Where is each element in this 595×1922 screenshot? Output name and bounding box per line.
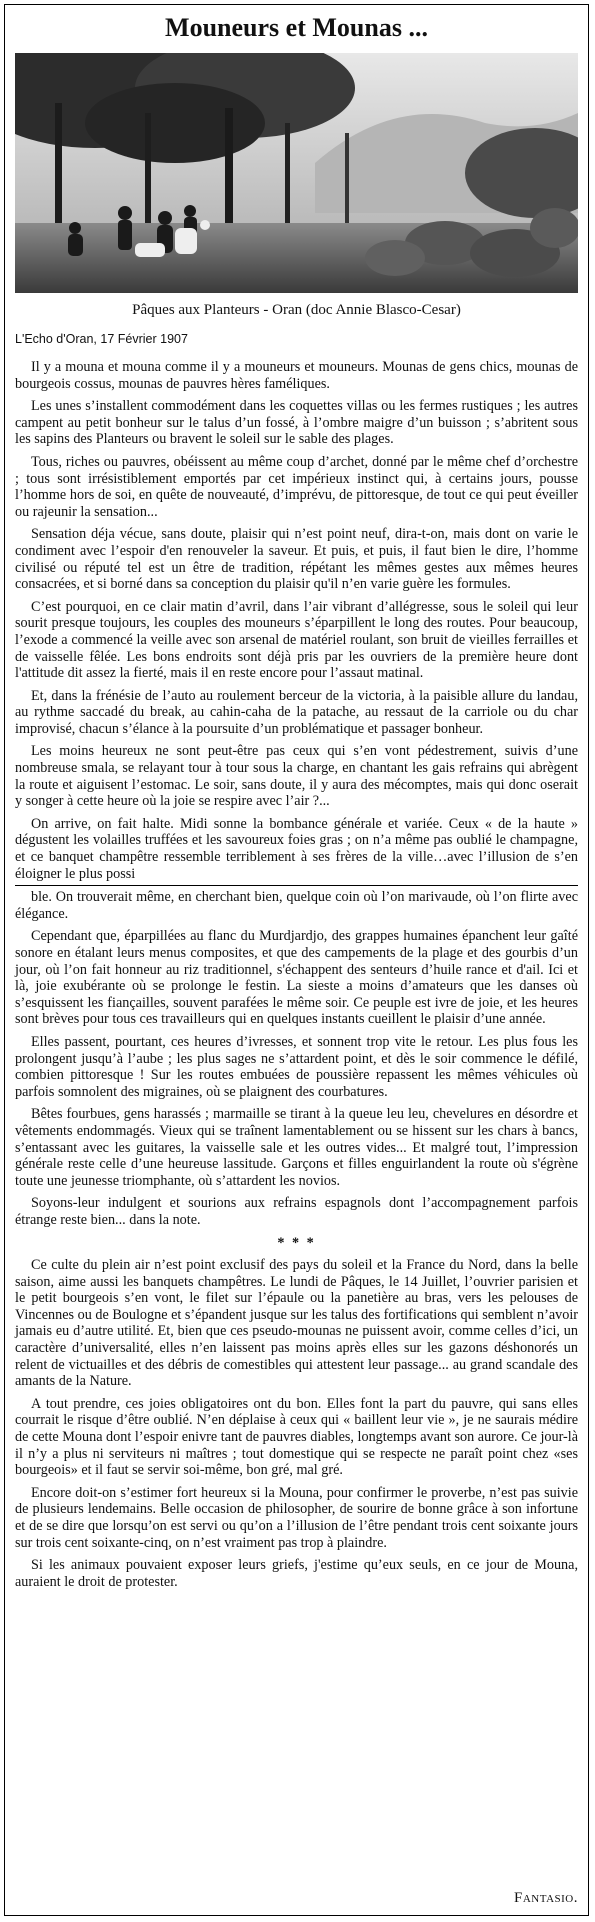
paragraph: C’est pourquoi, en ce clair matin d’avril, dans l’air vibrant d’allégresse, sous le soleil qui leur sourit presque toujours, les couples des mouneurs s’éparpillent le long des routes. Pour beaucoup, l’exode a commencé la veille avec son arsenal de matériel roulant, son bruit de vieilles ferrailles et de vaisselle fêlée. Les bons endroits sont déjà pris par les ouvriers de la première heure dont l'attitude dit assez la fierté, mais il en reste encore pour l’assaut matinal.	[15, 598, 578, 682]
paragraph: Il y a mouna et mouna comme il y a mouneurs et mouneurs. Mounas de gens chics, mounas de bourgeois cossus, mounas de pauvres hères faméliques.	[15, 359, 578, 392]
paragraph: A tout prendre, ces joies obligatoires ont du bon. Elles font la part du pauvre, qui sans elles courrait le risque d’être oublié. N’en déplaise à ceux qui « baillent leur vie », je ne saurais médire de cette Mouna dont l’espoir enivre tant de pauvres diables, longtemps avant son aurore. Ce jour-là il n’y a plus ni serviteurs ni maîtres ; tout domestique qui se respecte ne paraît point chez «ses bourgeois» et il faut se servir soi-même, bon gré, mal gré.	[15, 1395, 578, 1479]
article-body	[15, 359, 578, 1596]
paragraph: Les moins heureux ne sont peut-être pas ceux qui s’en vont pédestrement, suivis d’une nombreuse smala, se relayant tour à tour sous la charge, en chantant les gais refrains qui abrègent la route et aiguisent l’estomac. Le soir, sans doute, il y aura des mécomptes, mais qui donc oserait y songer à cette heure où la joie se respire avec l’air ?...	[15, 743, 578, 810]
paragraph: Soyons-leur indulgent et sourions aux refrains espagnols dont l’accompagnement parfois étrange reste bien... dans la note.	[15, 1195, 578, 1228]
paragraph: Bêtes fourbues, gens harassés ; marmaille se tirant à la queue leu leu, chevelures en désordre et vêtements endommagés. Vieux qui se traînent lamentablement ou se hissent sur les chars à bancs, s’entassant avec les guitares, la vaisselle sale et les outres vides... Et malgré tout, l’impression générale reste celle d’une heureuse lassitude. Garçons et filles enguirlandent la route où s'égrène toute une jeunesse triomphante, où s’attardent les novios.	[15, 1106, 578, 1189]
paragraph: On arrive, on fait halte. Midi sonne la bombance générale et variée. Ceux « de la haute » dégustent les volailles truffées et les savoureux foies gras ; on n’a même pas oublié le champagne, et ce banquet champêtre ressemble terriblement à ses frères de la ville…avec l’illusion de s’en éloigner le plus possi	[15, 816, 578, 886]
section-separator: * * *	[277, 1234, 316, 1251]
paragraph: ble. On trouverait même, en cherchant bien, quelque coin où l’on marivaude, où l’on flirte avec élégance.	[15, 889, 578, 922]
article-photo	[15, 53, 578, 293]
paragraph: Et, dans la frénésie de l’auto au roulement berceur de la victoria, à la paisible allure du landau, au rythme saccadé du break, au cahin-caha de la patache, au ressaut de la carriole ou du char improvisé, chacun s’élance à la poursuite d’un problématique et passager bonheur.	[15, 687, 578, 737]
paragraph: Les unes s’installent commodément dans les coquettes villas ou les fermes rustiques ; les autres campent au petit bonheur sur le talus d’un fossé, à l’ombre maigre d’un buisson ; s’abritent sous les sapins des Planteurs ou bravent le soleil sur le sable des plages.	[15, 398, 578, 448]
article-title: Mouneurs et Mounas ...	[165, 13, 428, 42]
paragraph: Tous, riches ou pauvres, obéissent au même coup d’archet, donné par le même chef d’orchestre ; tous sont irrésistiblement emportés par cet impérieux instinct qui, à certains jours, pousse l’homme hors de soi, en quête de nouveauté, d’imprévu, de pittoresque, de tout ce qui peut éveiller ou rajeunir la sensation...	[15, 453, 578, 520]
paragraph: Sensation déja vécue, sans doute, plaisir qui n’est point neuf, dira-t-on, mais dont on varie le condiment avec l’espoir d'en renouveler la saveur. Et puis, et puis, il faut bien le dire, l’homme civilisé ou réputé tel est un être de tradition, répétant les mêmes gestes aux mêmes heures consacrées, et si borné dans sa conception du plaisir qu'il n’en varie guère les formules.	[15, 526, 578, 593]
paragraph: Elles passent, pourtant, ces heures d’ivresses, et sonnent trop vite le retour. Les plus fous les prolongent jusqu’à l’aube ; les plus sages ne s’attardent point, et dès le soir commence le défilé, combien pittoresque ! Sur les routes embuées de poussière repassent les mêmes véhicules où parfois somnolent des migraines, où se plaignent des courbatures.	[15, 1033, 578, 1100]
paragraph: Ce culte du plein air n’est point exclusif des pays du soleil et la France du Nord, dans la belle saison, aime aussi les banquets champêtres. Le lundi de Pâques, le 14 Juillet, l’ouvrier parisien et le petit bourgeois s’en vont, le filet sur l’épaule ou la panetière au bras, vers les pelouses de Vincennes ou de Boulogne et s’épandent jusque sur les talus des fortifications qui semblent n’avoir jamais eu d’autre utilité. Et, bien que ces pseudo-mounas ne puissent avoir, comme celles d’ici, un caractère d’universalité, elles n’en laissent pas moins après elles sur les gazons déshonorés un relent de victuailles et des débris de comestibles qui attestent leur passage... au grand scandale des amants de la Nature.	[15, 1257, 578, 1390]
photo-caption: Pâques aux Planteurs - Oran (doc Annie Blasco-Cesar)	[132, 302, 461, 318]
paragraph: Cependant que, éparpillées au flanc du Murdjardjo, des grappes humaines épanchent leur gaîté sonore en étalant leurs menus composites, et que des campements de la plage et des gourbis d’un jour, où l’on fait honneur au riz traditionnel, s'échappent des senteurs d’huile rance et d'ail. Ici et là, joie exubérante où se prolonge le festin. La sieste a moins d’amateurs que les danses où s’esquissent les fiançailles, souvent parafées le même soir. Ce peuple est ivre de joie, et les heures sont brèves pour tous ces travailleurs qui en quelques instants cueillent le plaisir d’une année.	[15, 928, 578, 1028]
author-signature: Fantasio.	[514, 1890, 578, 1906]
paragraph: Encore doit-on s’estimer fort heureux si la Mouna, pour confirmer le proverbe, n’est pas suivie de plusieurs lendemains. Belle occasion de philosopher, de sourire de bonne grâce à son infortune et de se dire que lorsqu’on est servi ou qu’on a l’illusion de l’être pendant trois cent soixante jours sur trois cent soixante-cinq, on n’est vraiment pas trop à plaindre.	[15, 1484, 578, 1551]
article-source: L'Echo d'Oran, 17 Février 1907	[15, 332, 188, 346]
photo-scene	[15, 53, 578, 293]
paragraph: Si les animaux pouvaient exposer leurs griefs, j'estime qu’eux seuls, en ce jour de Mouna, auraient le droit de protester.	[15, 1557, 578, 1590]
article-page	[4, 4, 589, 1916]
